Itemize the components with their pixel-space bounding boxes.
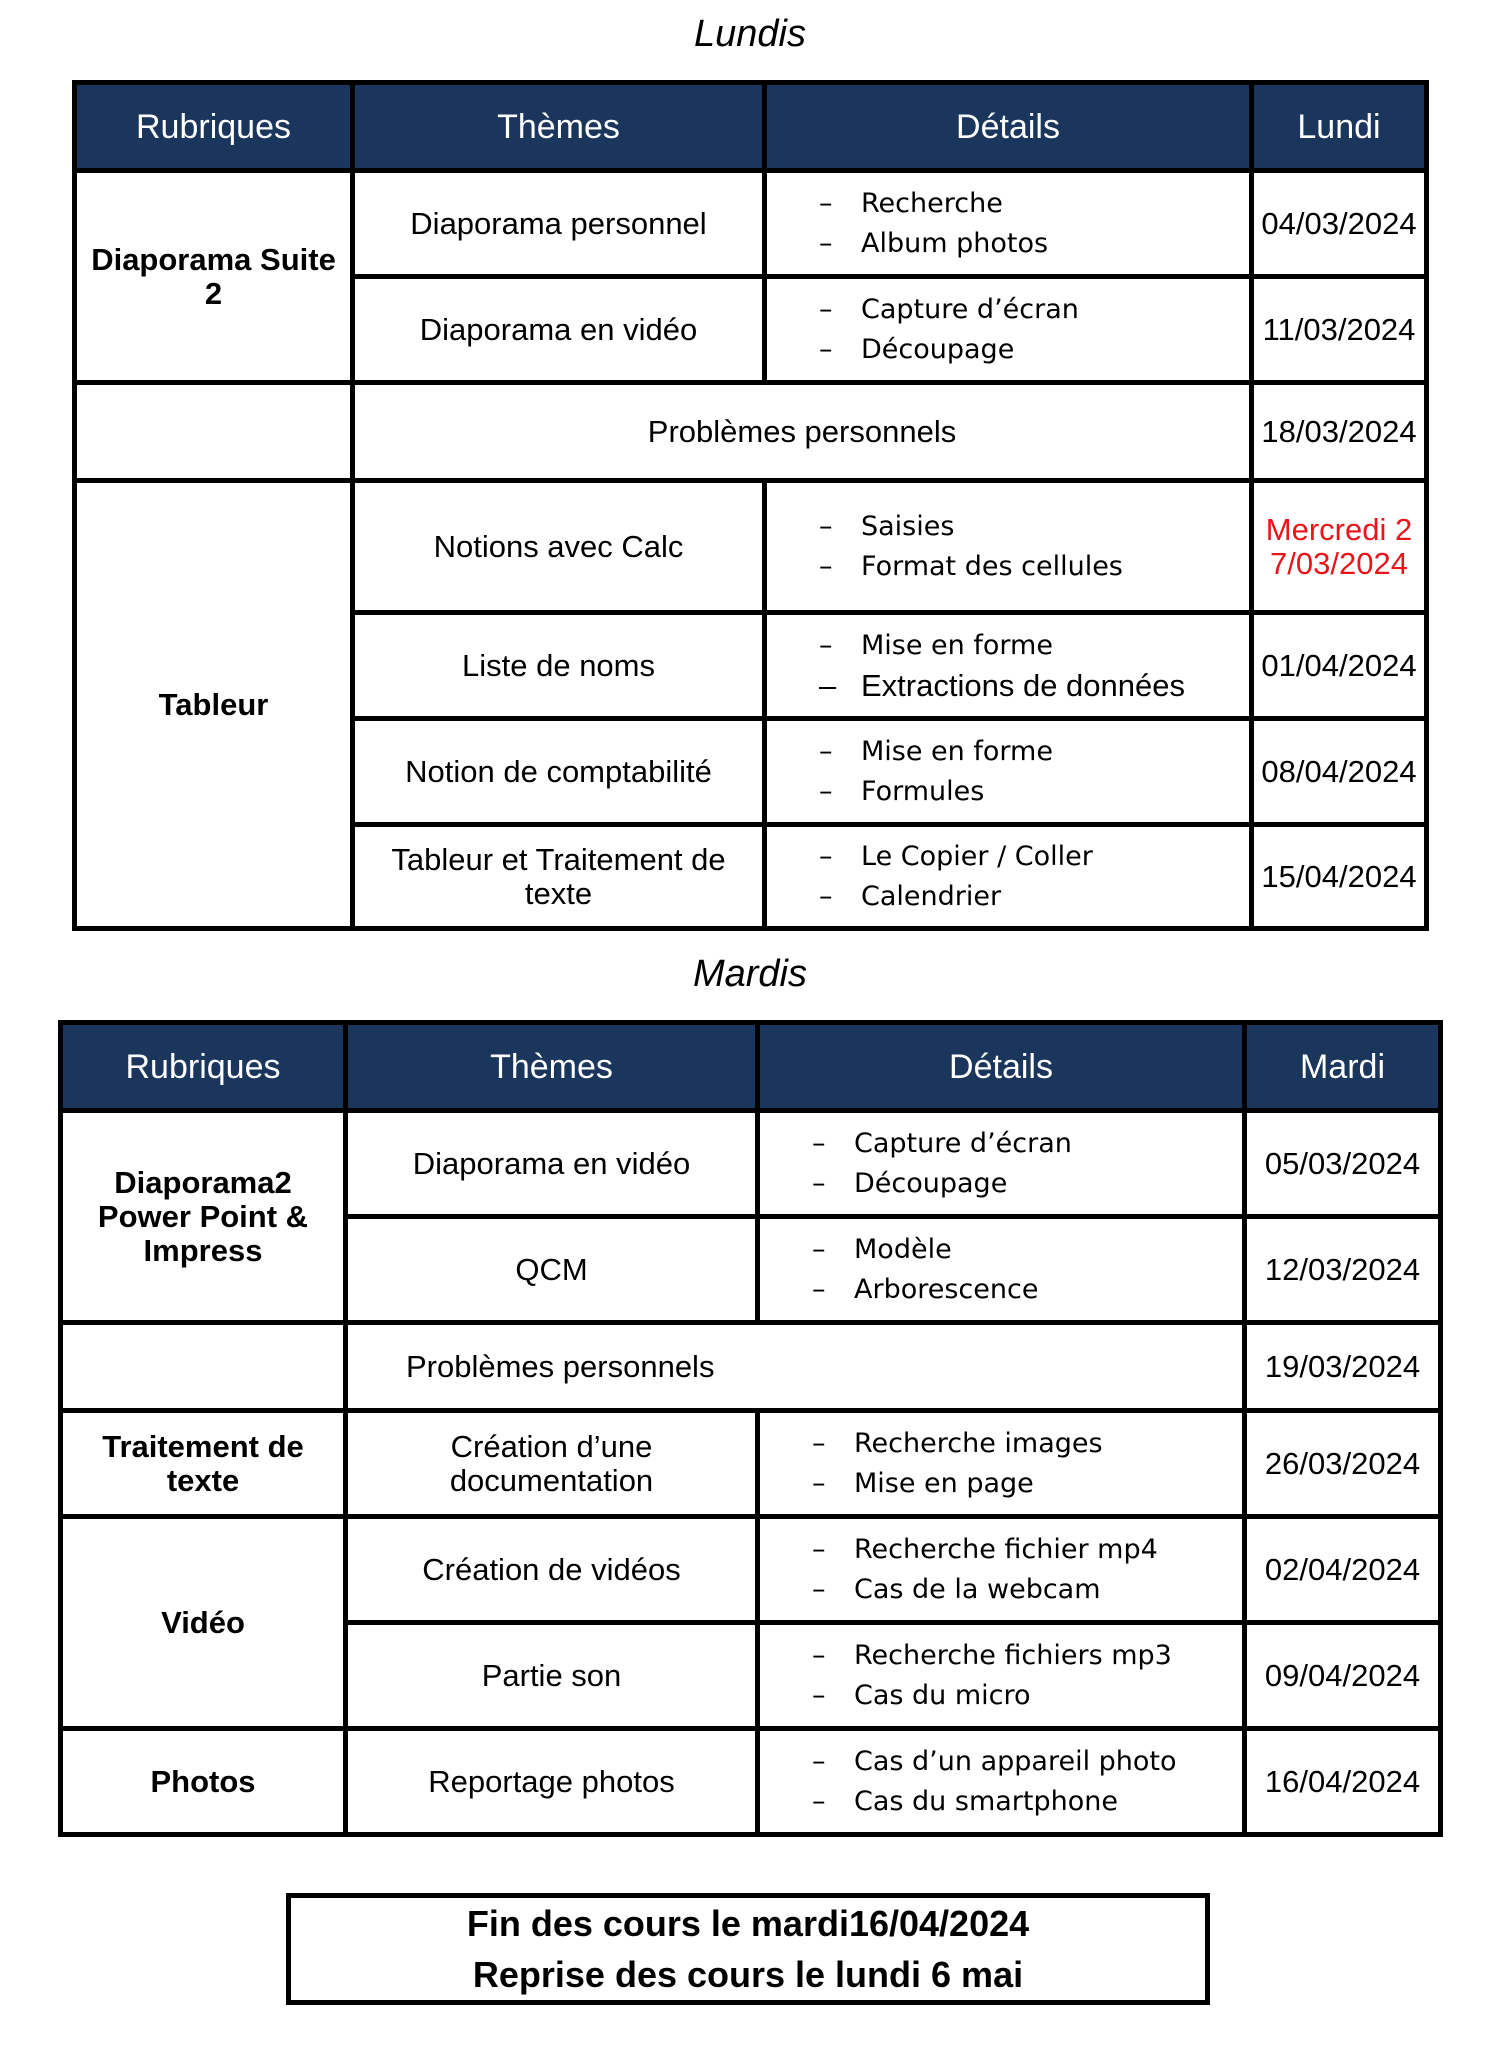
date-cell: 01/04/2024 [1252, 613, 1427, 719]
details-cell [765, 825, 1252, 929]
notice-line-end: Fin des cours le mardi16/04/2024 [466, 1903, 1030, 1944]
lundis-title: Lundis [694, 13, 806, 55]
mardis-table [58, 1020, 1443, 1837]
details-cell [758, 1217, 1245, 1323]
theme-cell: Création d’une documentation [346, 1411, 758, 1517]
details-cell [765, 719, 1252, 825]
table-row [75, 171, 1427, 277]
theme-cell: Création de vidéos [346, 1517, 758, 1623]
table-row [61, 1111, 1441, 1217]
rubric-cell: Photos [61, 1729, 346, 1835]
detail-item: – Mise en page [812, 1467, 1034, 1499]
mardis-title: Mardis [692, 953, 808, 995]
theme-cell: Diaporama personnel [353, 171, 765, 277]
date-cell: 19/03/2024 [1245, 1323, 1441, 1411]
details-cell [758, 1411, 1245, 1517]
detail-item: – Recherche fichier mp4 [812, 1533, 1158, 1565]
detail-item: – Découpage [812, 1167, 1008, 1199]
date-cell: 04/03/2024 [1252, 171, 1427, 277]
notice-line-resume: Reprise des cours le lundi 6 mai [472, 1954, 1024, 1995]
date-cell: 12/03/2024 [1245, 1217, 1441, 1323]
rubric-cell-empty [61, 1323, 346, 1411]
detail-item: – Cas du micro [812, 1679, 1031, 1711]
rubric-cell: Traitement de texte [61, 1411, 346, 1517]
rubric-cell: Diaporama Suite 2 [75, 171, 353, 383]
detail-item: – Album photos [819, 227, 1049, 259]
detail-item: – Extractions de données [819, 667, 1185, 703]
theme-cell: Notion de comptabilité [353, 719, 765, 825]
header-rubriques: Rubriques [75, 83, 353, 171]
theme-cell: Liste de noms [353, 613, 765, 719]
date-cell: 18/03/2024 [1252, 383, 1427, 481]
date-cell: 08/04/2024 [1252, 719, 1427, 825]
table-row [61, 1517, 1441, 1623]
detail-item: – Formules [819, 775, 985, 807]
detail-item: – Le Copier / Coller [819, 840, 1093, 872]
rubric-cell-empty [75, 383, 353, 481]
lundis-table [72, 80, 1429, 931]
detail-item: – Recherche images [812, 1427, 1103, 1459]
date-cell: 09/04/2024 [1245, 1623, 1441, 1729]
detail-item: – Recherche fichiers mp3 [812, 1639, 1172, 1671]
date-cell: 05/03/2024 [1245, 1111, 1441, 1217]
date-cell: 11/03/2024 [1252, 277, 1427, 383]
detail-item: – Saisies [819, 510, 955, 542]
theme-cell: QCM [346, 1217, 758, 1323]
header-day: Lundi [1252, 83, 1427, 171]
detail-item: – Recherche [819, 187, 1003, 219]
theme-cell: Problèmes personnels [346, 1323, 1245, 1411]
rubric-cell: Tableur [75, 481, 353, 929]
detail-item: – Mise en forme [819, 735, 1053, 767]
table-row [75, 383, 1427, 481]
detail-item: – Capture d’écran [812, 1127, 1072, 1159]
detail-item: – Arborescence [812, 1273, 1039, 1305]
table-row [61, 1411, 1441, 1517]
theme-cell: Diaporama en vidéo [353, 277, 765, 383]
header-themes: Thèmes [353, 83, 765, 171]
details-cell [765, 277, 1252, 383]
detail-item: – Cas de la webcam [812, 1573, 1101, 1605]
date-cell: 26/03/2024 [1245, 1411, 1441, 1517]
detail-item: – Cas d’un appareil photo [812, 1745, 1177, 1777]
theme-cell: Notions avec Calc [353, 481, 765, 613]
rubric-cell: Diaporama2 Power Point & Impress [61, 1111, 346, 1323]
details-cell [758, 1517, 1245, 1623]
theme-cell: Problèmes personnels [353, 383, 1252, 481]
detail-item: – Découpage [819, 333, 1015, 365]
date-cell: 16/04/2024 [1245, 1729, 1441, 1835]
header-details: Détails [758, 1023, 1245, 1111]
detail-item: – Modèle [812, 1233, 952, 1265]
details-cell [758, 1623, 1245, 1729]
table-row [75, 481, 1427, 613]
detail-item: – Cas du smartphone [812, 1785, 1118, 1817]
details-cell [758, 1729, 1245, 1835]
header-rubriques: Rubriques [61, 1023, 346, 1111]
table-row [61, 1323, 1441, 1411]
date-cell: 02/04/2024 [1245, 1517, 1441, 1623]
theme-cell: Reportage photos [346, 1729, 758, 1835]
mardis-header-row [61, 1023, 1441, 1111]
details-cell [758, 1111, 1245, 1217]
theme-cell: Diaporama en vidéo [346, 1111, 758, 1217]
end-of-courses-notice [286, 1893, 1210, 2005]
header-day: Mardi [1245, 1023, 1441, 1111]
detail-item: – Mise en forme [819, 629, 1053, 661]
lundis-header-row [75, 83, 1427, 171]
detail-item: – Format des cellules [819, 550, 1123, 582]
details-cell [765, 613, 1252, 719]
details-cell [765, 171, 1252, 277]
theme-cell: Tableur et Traitement de texte [353, 825, 765, 929]
header-details: Détails [765, 83, 1252, 171]
table-row [61, 1729, 1441, 1835]
detail-item: – Capture d’écran [819, 293, 1079, 325]
header-themes: Thèmes [346, 1023, 758, 1111]
theme-cell: Partie son [346, 1623, 758, 1729]
rubric-cell: Vidéo [61, 1517, 346, 1729]
details-cell [765, 481, 1252, 613]
date-cell-highlight: Mercredi 27/03/2024 [1252, 481, 1427, 613]
detail-item: – Calendrier [819, 880, 1002, 912]
date-cell: 15/04/2024 [1252, 825, 1427, 929]
